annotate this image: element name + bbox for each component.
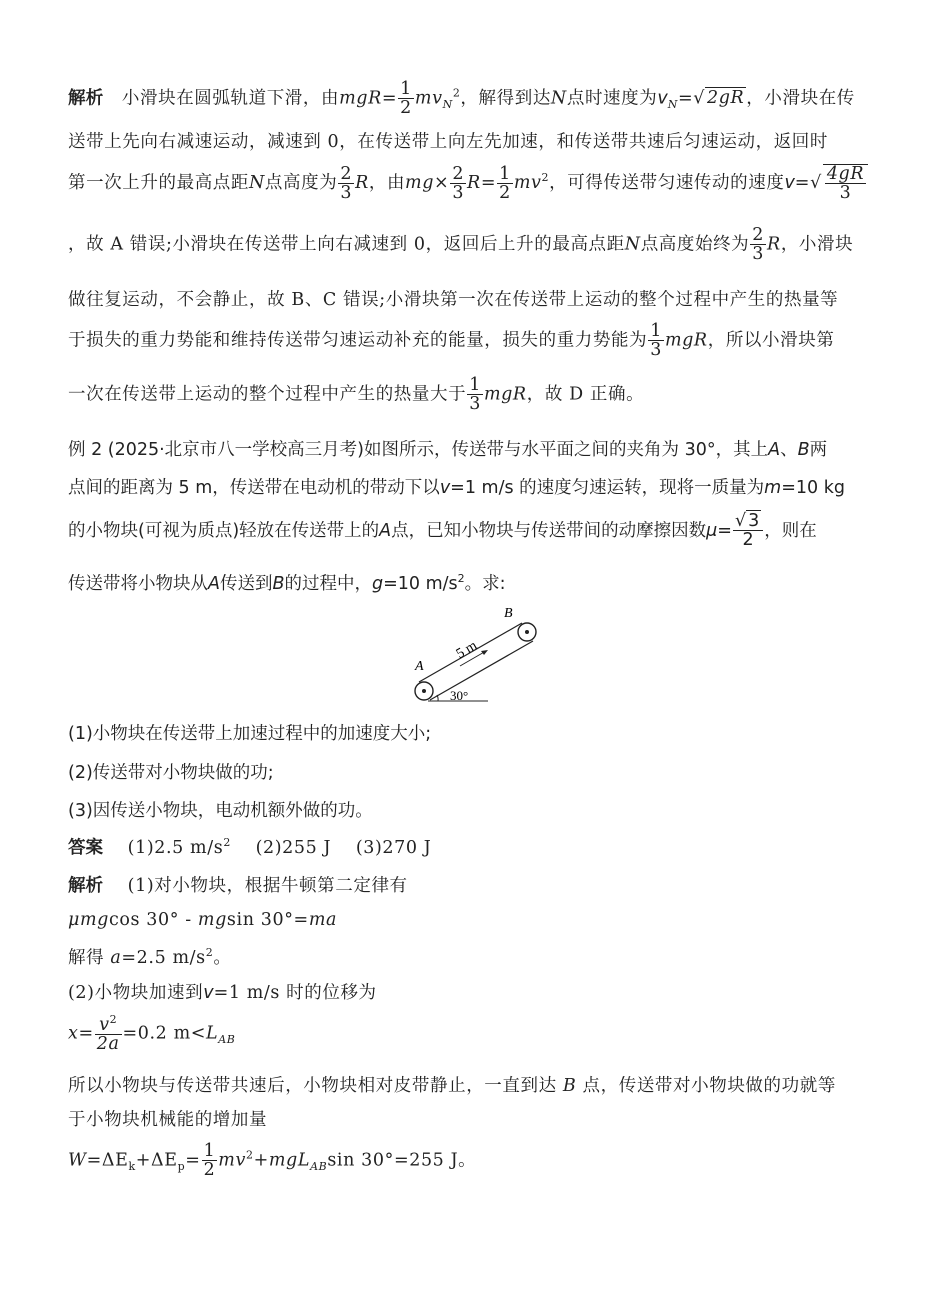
- example2-line2: [68, 474, 845, 499]
- var-N: N: [624, 234, 641, 255]
- text: 传送到: [219, 574, 273, 594]
- text: 的小物块(可视为质点)轻放在传送带上的: [68, 520, 380, 541]
- var-R: R: [767, 234, 781, 255]
- frac-num: 1: [499, 163, 511, 184]
- var-g: g: [372, 574, 384, 594]
- text: 点间的距离为 5 m，传送带在电动机的带动下以: [68, 478, 440, 498]
- sub: AB: [218, 1032, 236, 1046]
- frac-num: 2: [452, 163, 465, 184]
- conveyor-figure: [408, 606, 558, 706]
- var-mgR: mgR: [483, 384, 527, 405]
- text: 点，传送带对小物块做的功就等: [582, 1076, 836, 1096]
- eq: R=: [467, 172, 497, 193]
- fraction-half: [497, 165, 513, 203]
- label-30deg: 30°: [450, 688, 469, 703]
- question-3: (3)因传送小物块，电动机额外做的功。: [68, 801, 373, 821]
- explanation1-line4: [68, 226, 853, 264]
- text: (2)小物块加速到: [68, 983, 204, 1003]
- var-m: m: [764, 478, 782, 498]
- text: 第一次上升的最高点距: [68, 172, 249, 193]
- text: 。: [213, 948, 232, 968]
- text: sin 30°=: [226, 910, 309, 930]
- answer-line: [68, 834, 431, 859]
- frac-den: 2: [499, 182, 511, 203]
- explanation1-label: 解析: [68, 88, 104, 109]
- eq: mgR=: [339, 88, 398, 109]
- text: 点高度为: [264, 172, 338, 193]
- var-v: v: [439, 478, 451, 498]
- var-mu-mg: μmg: [68, 910, 109, 930]
- var-mgR: mgR: [664, 330, 708, 351]
- pulley-B-axle: [525, 630, 529, 634]
- frac-num: 1: [400, 79, 412, 99]
- text: cos 30° -: [108, 910, 198, 930]
- text: ，由: [368, 172, 406, 193]
- var-v: v: [657, 88, 668, 109]
- eq: =: [717, 520, 732, 541]
- explanation2-line8: [68, 1142, 476, 1180]
- text: ，故 A 错误;小滑块在传送带上向右减速到 0，返回后上升的最高点距: [68, 234, 625, 255]
- var-B: B: [562, 1076, 577, 1096]
- fraction-two-thirds: [450, 165, 466, 203]
- pulley-A-axle: [422, 689, 426, 693]
- text: 解得: [68, 948, 105, 968]
- sup: 2: [541, 171, 550, 185]
- sup: 2: [457, 572, 465, 586]
- text: ，故 D 正确。: [526, 384, 645, 405]
- sub: N: [667, 97, 678, 111]
- frac-num: 2: [752, 225, 765, 245]
- text: =ΔE: [86, 1150, 129, 1171]
- frac-num: 1: [650, 321, 662, 341]
- explanation1-line1: 解析 小滑块在圆弧轨道下滑，由mgR= $\frac{1}{2}$ $mv_N^2$，解得到达N点时速度为$v_N=√$ 2gR ，小滑块在传: [68, 79, 855, 119]
- eq: mv: [513, 172, 542, 193]
- example2-line4: [68, 570, 506, 595]
- frac-den: 3: [340, 182, 353, 203]
- text: 于损失的重力势能和维持传送带匀速运动补充的能量，损失的重力势能为: [68, 330, 648, 351]
- sup: 2: [223, 836, 231, 850]
- belt-lower-line: [430, 641, 533, 700]
- frac-den: 3: [452, 182, 465, 203]
- var-v: v: [784, 172, 795, 193]
- sup: 2: [245, 1148, 254, 1162]
- frac-den: 3: [752, 244, 765, 265]
- explanation2-line6: [68, 1072, 836, 1097]
- text: ，小滑块: [780, 234, 854, 255]
- explanation2-line5: [68, 1014, 236, 1054]
- root-num: 4gR: [826, 164, 865, 184]
- text: ，解得到达: [460, 88, 551, 109]
- text: ，小滑块在传: [746, 88, 855, 109]
- answer-2: (2)255 J: [255, 838, 332, 858]
- text: 、: [780, 440, 798, 460]
- answer-label: 答案: [68, 838, 103, 858]
- text: 两: [809, 440, 828, 460]
- var-W: W: [68, 1150, 87, 1171]
- text: =10 m/s: [383, 574, 458, 594]
- sub: p: [177, 1159, 186, 1173]
- var-L: L: [206, 1023, 219, 1044]
- text: 。求:: [464, 574, 506, 594]
- explanation1-line7: [68, 376, 644, 414]
- eq: =: [677, 88, 694, 109]
- eq: =: [185, 1150, 201, 1171]
- frac-den: 2: [742, 530, 754, 551]
- var-v: v: [99, 1014, 110, 1035]
- var-R: R: [355, 172, 369, 193]
- var-B: B: [272, 574, 285, 594]
- fraction-one-third: [648, 322, 664, 360]
- var-B: B: [797, 440, 810, 460]
- frac-num: 1: [469, 375, 481, 395]
- text: ，所以小滑块第: [707, 330, 835, 351]
- text: 例 2 (2025·北京市八一学校高三月考)如图所示，传送带与水平面之间的夹角为 30°，其上: [68, 440, 769, 460]
- frac-den: [95, 1035, 122, 1053]
- frac-num: 1: [203, 1141, 216, 1161]
- text: (1)对小物块，根据牛顿第二定律有: [127, 876, 408, 896]
- fraction-half: [202, 1142, 218, 1180]
- text: 小滑块在圆弧轨道下滑，由: [121, 88, 340, 109]
- var-mv: mv: [218, 1150, 246, 1171]
- explanation2-line1: [68, 872, 408, 897]
- var-A: A: [768, 440, 781, 460]
- frac-num: 2: [340, 163, 353, 184]
- frac-den: 2: [203, 1160, 216, 1181]
- text: ，则在: [764, 520, 817, 541]
- sub: AB: [310, 1159, 328, 1173]
- sup: 2: [452, 86, 461, 100]
- sup: 2: [205, 946, 214, 960]
- text: 点，已知小物块与传送带间的动摩擦因数: [391, 520, 707, 541]
- label-5m: 5 m: [453, 638, 480, 662]
- sub: k: [128, 1159, 136, 1173]
- fraction-sqrt3-over-2: [733, 512, 763, 550]
- explanation1-line3: 第一次上升的最高点距N点高度为 $\frac{2}{3}$ R，由mg× $\frac{2}{3}$ R= $\frac{1}{2}$ $mv^2$，可得传送带匀速传动的速度v=√ $\frac{4gR}{3}$: [68, 164, 869, 203]
- eq: mv: [414, 88, 443, 109]
- frac-den: 3: [839, 183, 852, 204]
- fraction-one-third: [467, 376, 483, 414]
- explanation2-line4: [68, 979, 377, 1004]
- var-mg: mg: [197, 910, 227, 930]
- angle-arc: [437, 695, 438, 701]
- fraction-two-thirds: [338, 165, 354, 203]
- frac-den: 2: [400, 98, 412, 119]
- text: 一次在传送带上运动的整个过程中产生的热量大于: [68, 384, 467, 405]
- var-A: A: [379, 520, 392, 541]
- frac-den: 3: [469, 394, 481, 415]
- explanation1-line5: 做往复运动，不会静止，故 B、C 错误;小滑块第一次在传送带上运动的整个过程中产生的热量等: [68, 290, 839, 310]
- sqrt-2gR: 2gR: [706, 88, 745, 109]
- var-ma: ma: [308, 910, 338, 930]
- sqrt-4gR-over-3: [823, 164, 868, 203]
- explanation1-line2: 送带上先向右减速运动，减速到 0，在传送带上向左先加速，和传送带共速后匀速运动，返回时: [68, 132, 828, 152]
- var-A: A: [208, 574, 220, 594]
- var-2a: 2a: [96, 1034, 120, 1055]
- question-1: (1)小物块在传送带上加速过程中的加速度大小;: [68, 724, 432, 744]
- frac-num: [825, 165, 866, 184]
- text: =10 kg: [781, 478, 845, 498]
- answer-1: (1)2.5 m/s: [127, 838, 224, 858]
- times: ×: [434, 172, 450, 193]
- text: =0.2 m<: [122, 1023, 207, 1044]
- answer-3: (3)270 J: [355, 838, 432, 858]
- label-B: B: [504, 606, 513, 621]
- text: ，可得传送带匀速传动的速度: [549, 172, 785, 193]
- frac-num: √ 3: [733, 512, 763, 531]
- frac-num: [95, 1014, 122, 1035]
- sqrt-3: 3: [748, 511, 760, 531]
- example2-line1: [68, 436, 827, 461]
- sup: 2: [109, 1013, 118, 1026]
- sub: N: [442, 97, 453, 111]
- label-A: A: [415, 659, 424, 674]
- text: =2.5 m/s: [121, 948, 206, 968]
- frac-den: 3: [650, 340, 662, 361]
- text: =1 m/s 时的位移为: [213, 983, 377, 1003]
- var-N: N: [550, 88, 567, 109]
- var-mg: mg: [405, 172, 435, 193]
- var-x: x=: [68, 1023, 94, 1044]
- arrow-head: [481, 650, 488, 655]
- example2-line3: [68, 512, 817, 550]
- explanation2-label: 解析: [68, 876, 103, 896]
- text: =1 m/s 的速度匀速运转，现将一质量为: [450, 478, 765, 498]
- eq: =: [794, 172, 811, 193]
- explanation2-line7: 于小物块机械能的增加量: [68, 1110, 268, 1130]
- text: 的过程中，: [284, 574, 372, 594]
- var-v: v: [203, 983, 214, 1003]
- var-a: a: [110, 948, 122, 968]
- explanation2-line3: [68, 944, 231, 969]
- explanation1-line6: [68, 322, 834, 360]
- text: +: [253, 1150, 269, 1171]
- text: +ΔE: [135, 1150, 178, 1171]
- var-mu: μ: [706, 520, 718, 541]
- var-mgL: mgL: [268, 1150, 311, 1171]
- var-N: N: [249, 172, 265, 193]
- explanation2-line2: [68, 910, 337, 930]
- text: 点高度始终为: [640, 234, 750, 255]
- text: sin 30°=255 J。: [327, 1150, 477, 1171]
- question-2: (2)传送带对小物块做的功;: [68, 763, 274, 783]
- text: 传送带将小物块从: [68, 574, 208, 594]
- fraction-half: [398, 80, 414, 118]
- fraction-v2-over-2a: [95, 1014, 122, 1054]
- text: 所以小物块与传送带共速后，小物块相对皮带静止，一直到达: [68, 1076, 557, 1096]
- fraction-two-thirds: [750, 226, 766, 264]
- text: 点时速度为: [566, 88, 658, 109]
